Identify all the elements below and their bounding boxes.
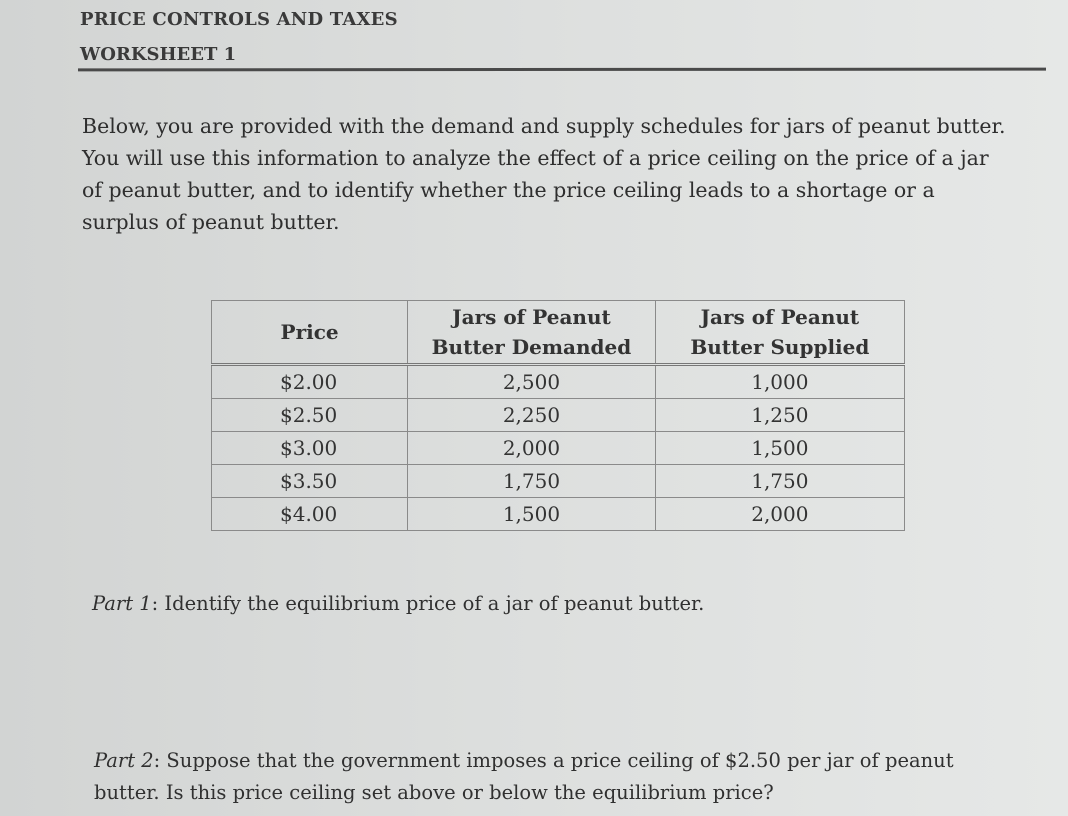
header-demanded-line1: Jars of Peanut: [452, 305, 611, 329]
part-1-text: : Identify the equilibrium price of a jar of peanut butter.: [151, 592, 705, 615]
cell-price: $3.00: [212, 432, 408, 465]
header-supplied-line1: Jars of Peanut: [700, 305, 860, 329]
cell-price: $3.50: [212, 465, 408, 498]
table-row: [212, 432, 905, 465]
cell-supplied: 1,000: [655, 365, 904, 399]
header-demanded-line2: Butter Demanded: [431, 335, 632, 359]
header-price: [212, 301, 408, 365]
part-2-text: : Suppose that the government imposes a price ceiling of $2.50 per jar of peanut butter. Is this price ceiling set above or below the equilibrium price?: [94, 749, 954, 804]
question-part-2: [94, 745, 994, 809]
header-supplied-line2: Butter Supplied: [690, 335, 870, 359]
table-row: [212, 399, 905, 432]
cell-price: $2.50: [212, 399, 408, 432]
cell-supplied: 2,000: [655, 498, 904, 531]
cell-demanded: 2,250: [408, 399, 656, 432]
worksheet-subtitle: WORKSHEET 1: [80, 44, 237, 65]
intro-paragraph: Below, you are provided with the demand and supply schedules for jars of peanut butter. You will use this information to analyze the effect of a price ceiling on the price of a jar of peanut butter, and to identify whether the price ceiling leads to a shortage or a surplus of peanut butter.: [82, 114, 1006, 234]
worksheet-title: PRICE CONTROLS AND TAXES: [80, 9, 398, 30]
cell-supplied: 1,250: [655, 399, 904, 432]
cell-supplied: 1,500: [655, 432, 904, 465]
cell-price: $4.00: [212, 498, 408, 531]
cell-price: $2.00: [212, 365, 408, 399]
table-row: [212, 498, 905, 531]
header-divider: [78, 68, 1046, 72]
cell-demanded: 2,500: [408, 365, 656, 399]
cell-supplied: 1,750: [655, 465, 904, 498]
part-2-label: Part 2: [94, 749, 154, 772]
supply-demand-table: [211, 300, 905, 531]
cell-demanded: 2,000: [408, 432, 656, 465]
cell-demanded: 1,500: [408, 498, 656, 531]
header-price-label: Price: [280, 320, 339, 344]
header-supplied: [655, 301, 904, 365]
question-part-1: [92, 592, 704, 615]
table-row: [212, 465, 905, 498]
cell-demanded: 1,750: [408, 465, 656, 498]
table-row: [212, 365, 905, 399]
header-demanded: [408, 301, 656, 365]
table-header-row: [212, 301, 905, 365]
part-1-label: Part 1: [92, 592, 152, 615]
